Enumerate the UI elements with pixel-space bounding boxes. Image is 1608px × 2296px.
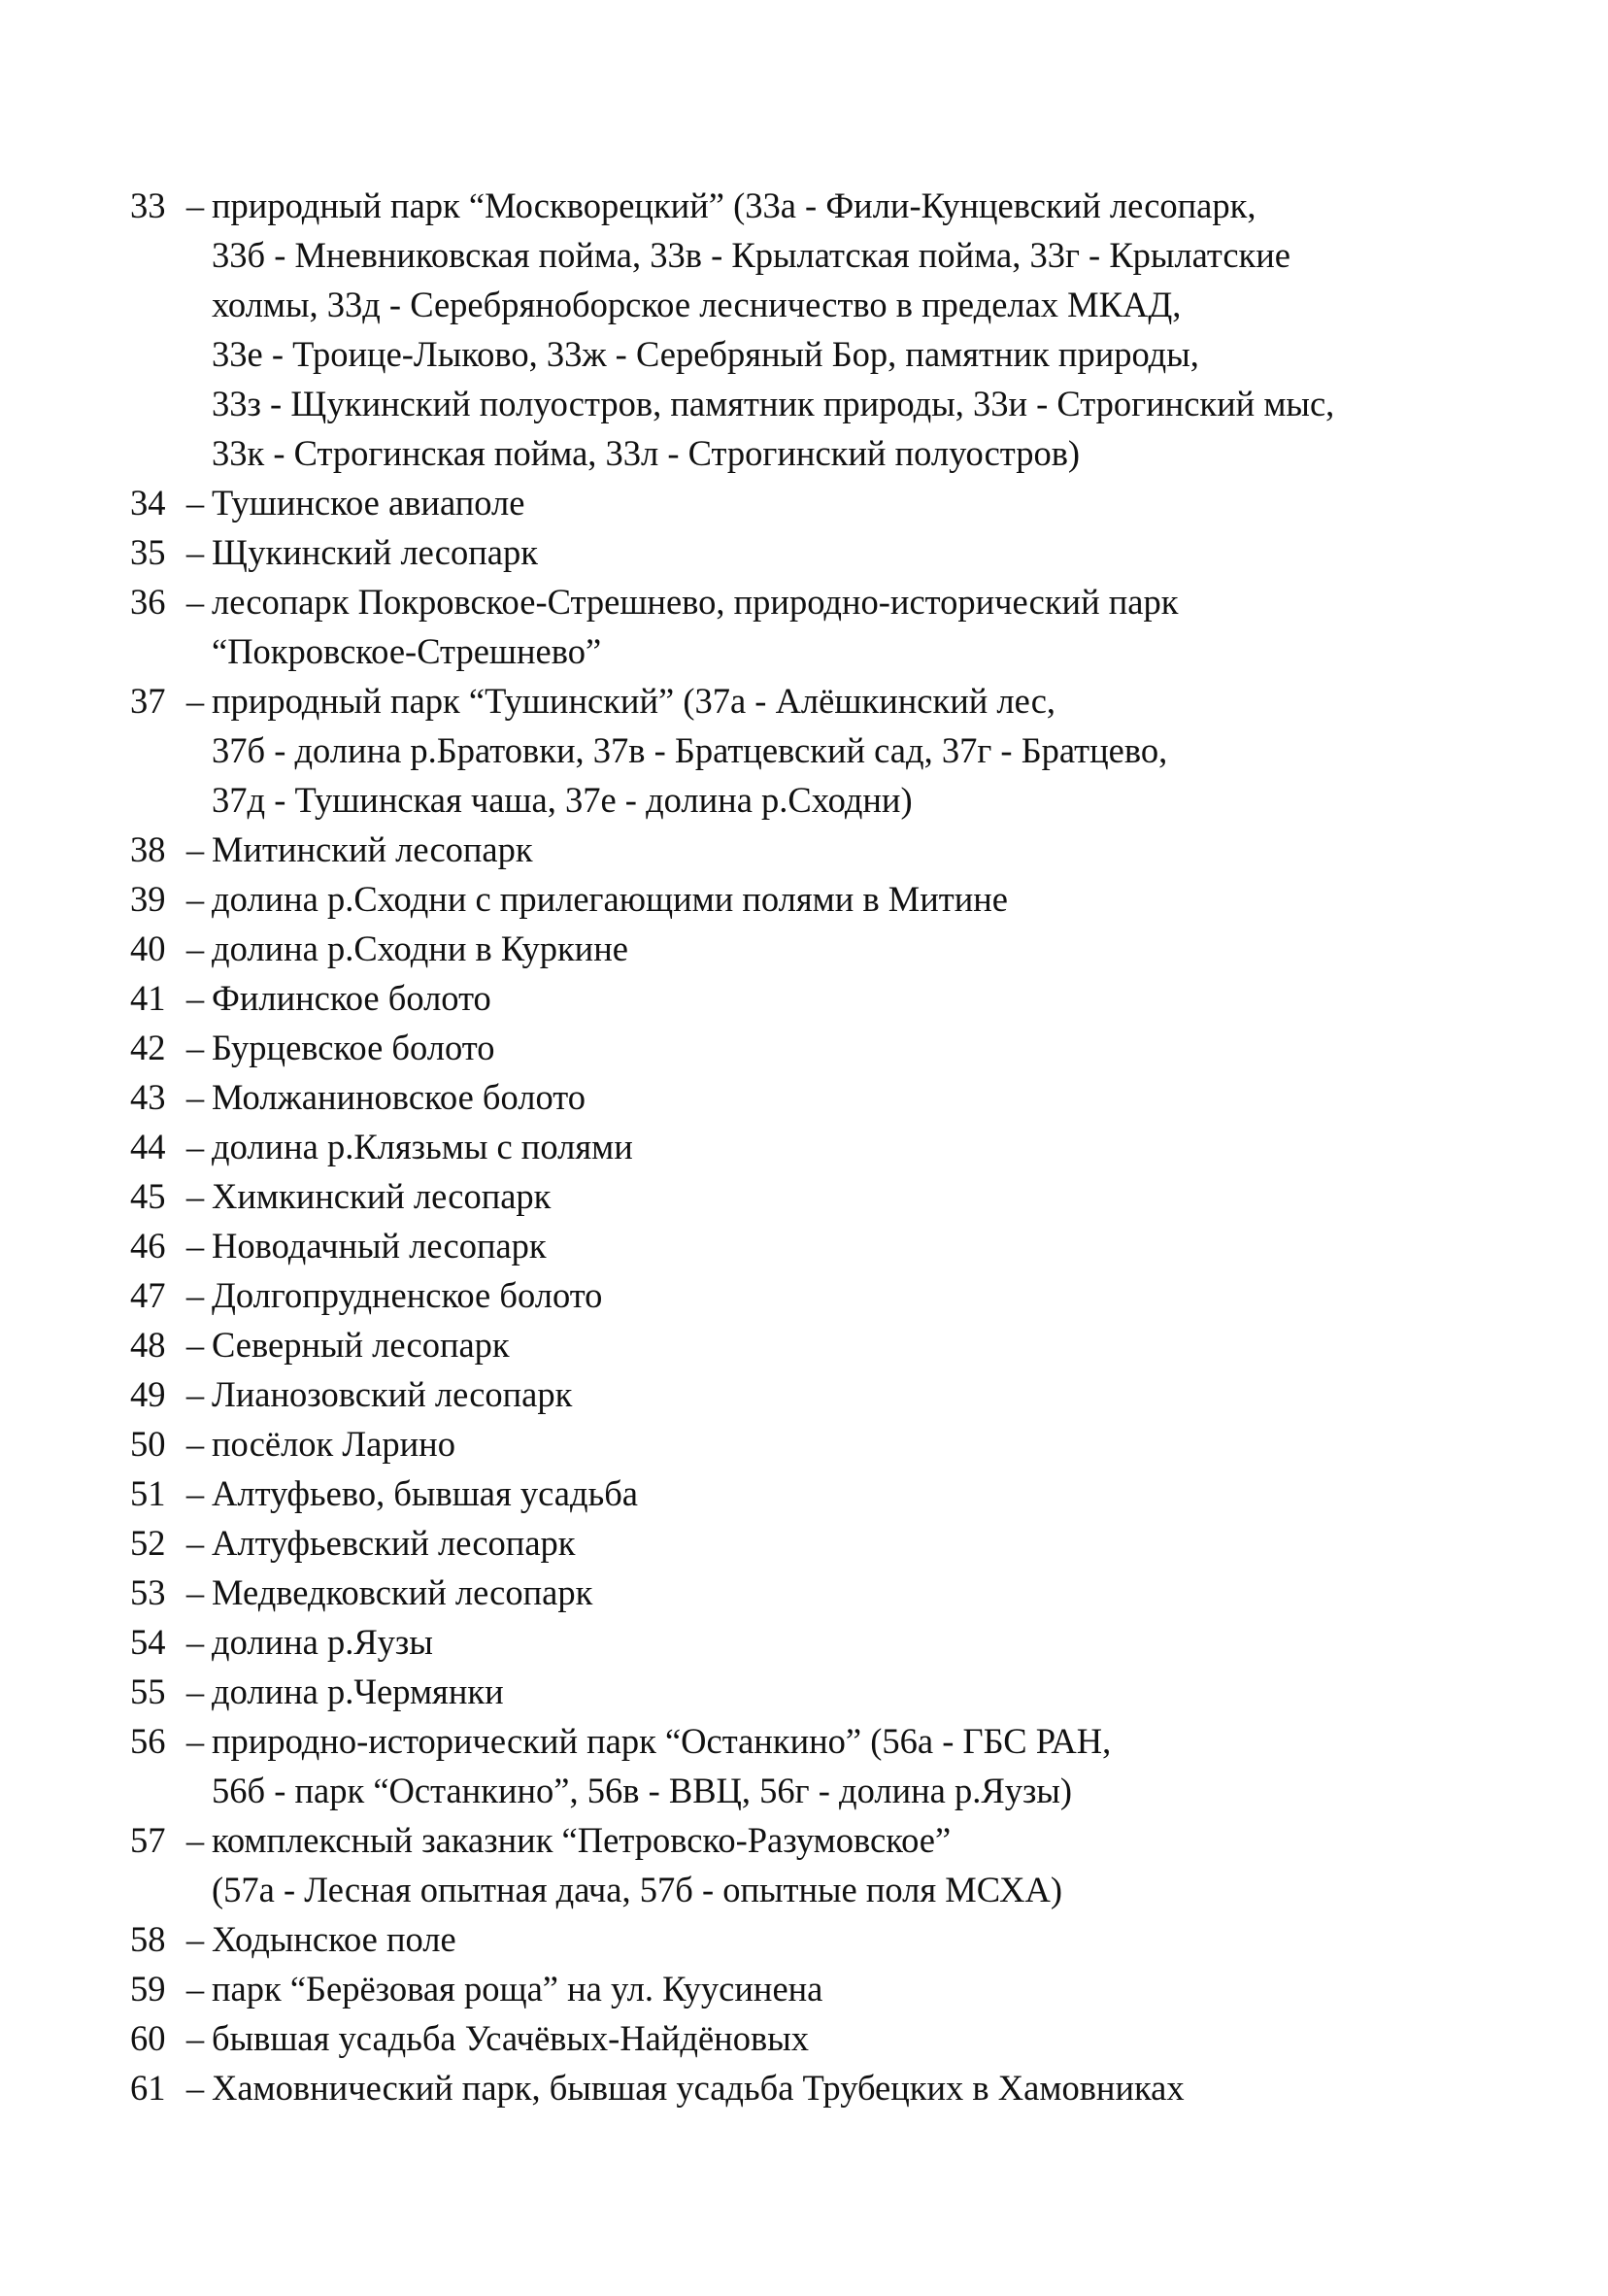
list-item — [130, 973, 1509, 1023]
list-item — [130, 1221, 1509, 1270]
item-text-line: 33е - Троице-Лыково, 33ж - Серебряный Бор, памятник природы, — [212, 334, 1199, 374]
item-number: 60 — [130, 2018, 166, 2058]
item-dash: – — [185, 1226, 205, 1266]
item-text-line: 33к - Строгинская пойма, 33л - Строгинский полуостров) — [212, 433, 1081, 473]
item-description — [212, 1320, 1509, 1369]
list-item — [130, 1716, 1509, 1815]
item-number: 44 — [130, 1127, 166, 1166]
item-dash: – — [185, 1919, 205, 1959]
item-number: 38 — [130, 829, 166, 869]
list-item — [130, 1122, 1509, 1171]
item-description — [212, 1518, 1509, 1568]
item-description — [212, 1023, 1509, 1072]
item-text-line: природный парк “Тушинский” (37а - Алёшкинский лес, — [212, 681, 1056, 721]
item-description — [212, 1171, 1509, 1221]
item-number: 47 — [130, 1275, 166, 1315]
item-text-line: природный парк “Москворецкий” (33а - Фили-Кунцевский лесопарк, — [212, 186, 1256, 225]
list-item — [130, 1072, 1509, 1122]
item-description — [212, 1617, 1509, 1667]
item-number: 58 — [130, 1919, 166, 1959]
item-dash: – — [185, 1721, 205, 1761]
item-dash: – — [185, 978, 205, 1018]
item-number: 50 — [130, 1424, 166, 1464]
list-item — [130, 1667, 1509, 1716]
item-text-line: Долгопрудненское болото — [212, 1275, 603, 1315]
item-number: 37 — [130, 681, 166, 721]
item-dash: – — [185, 681, 205, 721]
list-item — [130, 1320, 1509, 1369]
item-dash: – — [185, 1622, 205, 1662]
item-description — [212, 1419, 1509, 1469]
item-number: 42 — [130, 1028, 166, 1067]
item-number: 55 — [130, 1671, 166, 1711]
item-dash: – — [185, 879, 205, 919]
item-text-line: бывшая усадьба Усачёвых-Найдёновых — [212, 2018, 809, 2058]
list-item — [130, 1518, 1509, 1568]
item-number: 51 — [130, 1473, 166, 1513]
item-description — [212, 1667, 1509, 1716]
item-number: 41 — [130, 978, 166, 1018]
item-number: 34 — [130, 483, 166, 523]
item-description — [212, 478, 1509, 527]
list-item — [130, 181, 1509, 478]
list-item — [130, 1568, 1509, 1617]
item-number: 56 — [130, 1721, 166, 1761]
item-text-line: “Покровское-Стрешнево” — [212, 631, 602, 671]
item-dash: – — [185, 1523, 205, 1563]
item-text-line: 33б - Мневниковская пойма, 33в - Крылатская пойма, 33г - Крылатские — [212, 235, 1290, 275]
item-text-line: Тушинское авиаполе — [212, 483, 525, 523]
item-description — [212, 2013, 1509, 2063]
item-text-line: долина р.Клязьмы с полями — [212, 1127, 633, 1166]
item-number: 54 — [130, 1622, 166, 1662]
item-text-line: Бурцевское болото — [212, 1028, 495, 1067]
list-item — [130, 527, 1509, 577]
item-text-line: Химкинский лесопарк — [212, 1176, 552, 1216]
item-text-line: холмы, 33д - Серебряноборское лесничество в пределах МКАД, — [212, 285, 1182, 324]
item-text-line: Северный лесопарк — [212, 1325, 510, 1365]
item-description — [212, 1122, 1509, 1171]
list-item — [130, 874, 1509, 924]
list-item — [130, 1964, 1509, 2013]
item-text-line: посёлок Ларино — [212, 1424, 455, 1464]
item-dash: – — [185, 1077, 205, 1117]
item-number: 57 — [130, 1820, 166, 1860]
item-description — [212, 676, 1509, 825]
item-text-line: долина р.Сходни с прилегающими полями в Митине — [212, 879, 1009, 919]
item-description — [212, 577, 1509, 676]
item-text-line: Молжаниновское болото — [212, 1077, 586, 1117]
list-item — [130, 2063, 1509, 2112]
item-number: 59 — [130, 1969, 166, 2009]
item-text-line: долина р.Сходни в Куркине — [212, 929, 628, 968]
list-item — [130, 924, 1509, 973]
item-description — [212, 1716, 1509, 1815]
list-item — [130, 1815, 1509, 1914]
item-dash: – — [185, 1969, 205, 2009]
list-item — [130, 2013, 1509, 2063]
list-item — [130, 478, 1509, 527]
list-item — [130, 1469, 1509, 1518]
list-item — [130, 1270, 1509, 1320]
item-description — [212, 1469, 1509, 1518]
item-description — [212, 924, 1509, 973]
item-description — [212, 1815, 1509, 1914]
item-description — [212, 1072, 1509, 1122]
list-item — [130, 1914, 1509, 1964]
item-number: 43 — [130, 1077, 166, 1117]
item-dash: – — [185, 1028, 205, 1067]
item-number: 49 — [130, 1374, 166, 1414]
list-item — [130, 1171, 1509, 1221]
item-text-line: 37б - долина р.Братовки, 37в - Братцевский сад, 37г - Братцево, — [212, 730, 1168, 770]
item-dash: – — [185, 532, 205, 572]
item-text-line: комплексный заказник “Петровско-Разумовское” — [212, 1820, 952, 1860]
item-dash: – — [185, 1473, 205, 1513]
list-item — [130, 1617, 1509, 1667]
item-number: 53 — [130, 1572, 166, 1612]
item-text-line: Ходынское поле — [212, 1919, 456, 1959]
item-dash: – — [185, 2068, 205, 2108]
item-number: 36 — [130, 582, 166, 622]
item-text-line: долина р.Чермянки — [212, 1671, 504, 1711]
item-dash: – — [185, 1424, 205, 1464]
item-description — [212, 874, 1509, 924]
item-number: 40 — [130, 929, 166, 968]
item-description — [212, 1914, 1509, 1964]
item-number: 35 — [130, 532, 166, 572]
item-dash: – — [185, 1275, 205, 1315]
item-text-line: Филинское болото — [212, 978, 491, 1018]
item-number: 39 — [130, 879, 166, 919]
item-dash: – — [185, 829, 205, 869]
item-text-line: природно-исторический парк “Останкино” (56а - ГБС РАН, — [212, 1721, 1112, 1761]
list-item — [130, 1369, 1509, 1419]
item-text-line: (57а - Лесная опытная дача, 57б - опытные поля МСХА) — [212, 1870, 1063, 1909]
list-item — [130, 1419, 1509, 1469]
item-dash: – — [185, 1820, 205, 1860]
item-description — [212, 1964, 1509, 2013]
item-text-line: 56б - парк “Останкино”, 56в - ВВЦ, 56г - долина р.Яузы) — [212, 1771, 1073, 1810]
item-text-line: долина р.Яузы — [212, 1622, 433, 1662]
item-number: 48 — [130, 1325, 166, 1365]
item-dash: – — [185, 1176, 205, 1216]
item-number: 33 — [130, 186, 166, 225]
item-dash: – — [185, 2018, 205, 2058]
item-dash: – — [185, 929, 205, 968]
item-description — [212, 825, 1509, 874]
list-item — [130, 577, 1509, 676]
list-item — [130, 1023, 1509, 1072]
item-text-line: 33з - Щукинский полуостров, памятник природы, 33и - Строгинский мыс, — [212, 384, 1335, 423]
item-dash: – — [185, 1127, 205, 1166]
item-text-line: парк “Берёзовая роща” на ул. Куусинена — [212, 1969, 823, 2009]
item-text-line: Алтуфьево, бывшая усадьба — [212, 1473, 638, 1513]
item-description — [212, 973, 1509, 1023]
item-dash: – — [185, 483, 205, 523]
item-description — [212, 181, 1509, 478]
item-description — [212, 1568, 1509, 1617]
item-number: 46 — [130, 1226, 166, 1266]
item-dash: – — [185, 186, 205, 225]
item-text-line: Алтуфьевский лесопарк — [212, 1523, 576, 1563]
list-item — [130, 676, 1509, 825]
item-text-line: Щукинский лесопарк — [212, 532, 538, 572]
item-number: 61 — [130, 2068, 166, 2108]
item-text-line: Митинский лесопарк — [212, 829, 533, 869]
item-number: 45 — [130, 1176, 166, 1216]
item-dash: – — [185, 1325, 205, 1365]
item-text-line: Медведковский лесопарк — [212, 1572, 593, 1612]
item-description — [212, 527, 1509, 577]
item-description — [212, 1221, 1509, 1270]
item-number: 52 — [130, 1523, 166, 1563]
legend-list — [130, 181, 1509, 2112]
item-dash: – — [185, 582, 205, 622]
list-item — [130, 825, 1509, 874]
item-description — [212, 2063, 1509, 2112]
item-dash: – — [185, 1572, 205, 1612]
item-text-line: Лианозовский лесопарк — [212, 1374, 573, 1414]
item-dash: – — [185, 1671, 205, 1711]
item-description — [212, 1369, 1509, 1419]
item-description — [212, 1270, 1509, 1320]
item-dash: – — [185, 1374, 205, 1414]
item-text-line: лесопарк Покровское-Стрешнево, природно-исторический парк — [212, 582, 1179, 622]
item-text-line: Хамовнический парк, бывшая усадьба Трубецких в Хамовниках — [212, 2068, 1185, 2108]
item-text-line: Новодачный лесопарк — [212, 1226, 547, 1266]
item-text-line: 37д - Тушинская чаша, 37е - долина р.Сходни) — [212, 780, 913, 820]
